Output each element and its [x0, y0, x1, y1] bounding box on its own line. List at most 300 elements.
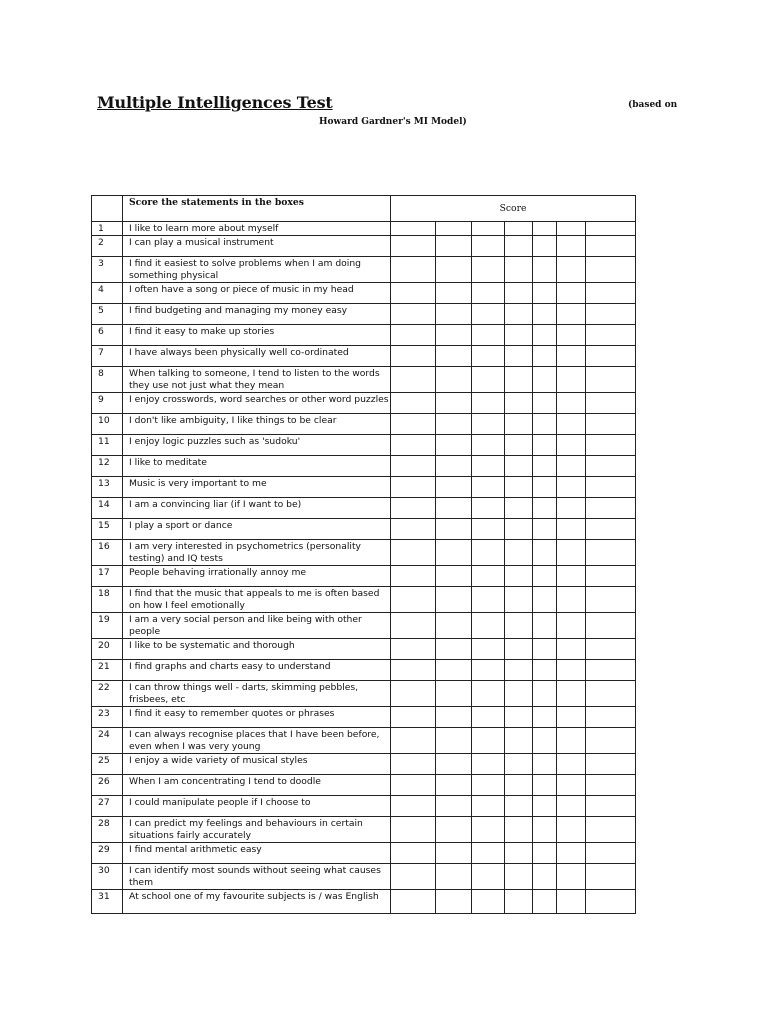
score-box[interactable] — [586, 498, 636, 519]
statement-text: I can identify most sounds without seeing what causes them — [123, 864, 391, 890]
score-box[interactable] — [586, 325, 636, 346]
statement-text: I enjoy logic puzzles such as 'sudoku' — [123, 435, 391, 456]
statement-row — [92, 587, 636, 613]
header-number-cell — [92, 196, 123, 222]
score-box[interactable] — [586, 257, 636, 283]
score-box[interactable] — [472, 414, 505, 435]
statement-text: I can throw things well - darts, skimming pebbles, frisbees, etc — [123, 681, 391, 707]
statement-text: I am a convincing liar (if I want to be) — [123, 498, 391, 519]
score-box[interactable] — [533, 890, 557, 914]
score-box[interactable] — [505, 613, 533, 639]
statement-row — [92, 393, 636, 414]
score-box[interactable] — [505, 236, 533, 257]
score-box[interactable] — [472, 456, 505, 477]
score-box[interactable] — [472, 660, 505, 681]
score-box[interactable] — [557, 283, 586, 304]
score-box[interactable] — [557, 775, 586, 796]
score-box[interactable] — [533, 346, 557, 367]
statement-row — [92, 367, 636, 393]
score-box[interactable] — [557, 414, 586, 435]
score-box[interactable] — [586, 519, 636, 540]
score-box[interactable] — [472, 707, 505, 728]
score-box[interactable] — [391, 660, 436, 681]
score-box[interactable] — [391, 843, 436, 864]
score-box[interactable] — [533, 456, 557, 477]
score-box[interactable] — [391, 236, 436, 257]
score-box[interactable] — [472, 639, 505, 660]
score-box[interactable] — [391, 775, 436, 796]
score-box[interactable] — [472, 257, 505, 283]
score-box[interactable] — [505, 796, 533, 817]
score-box[interactable] — [586, 435, 636, 456]
score-box[interactable] — [472, 477, 505, 498]
score-box[interactable] — [436, 236, 472, 257]
statement-number: 27 — [92, 796, 123, 817]
score-box[interactable] — [557, 817, 586, 843]
score-box[interactable] — [472, 613, 505, 639]
score-box[interactable] — [557, 890, 586, 914]
score-box[interactable] — [472, 566, 505, 587]
score-box[interactable] — [505, 566, 533, 587]
score-box[interactable] — [557, 728, 586, 754]
score-box[interactable] — [436, 639, 472, 660]
score-box[interactable] — [533, 587, 557, 613]
score-box[interactable] — [391, 304, 436, 325]
score-box[interactable] — [533, 566, 557, 587]
statement-text: I don't like ambiguity, I like things to be clear — [123, 414, 391, 435]
score-box[interactable] — [557, 587, 586, 613]
score-box[interactable] — [436, 660, 472, 681]
statement-number: 19 — [92, 613, 123, 639]
statement-row — [92, 566, 636, 587]
statement-row — [92, 236, 636, 257]
score-box[interactable] — [505, 817, 533, 843]
score-box[interactable] — [472, 304, 505, 325]
statement-row — [92, 304, 636, 325]
score-box[interactable] — [557, 639, 586, 660]
score-box[interactable] — [505, 325, 533, 346]
score-box[interactable] — [391, 498, 436, 519]
score-box[interactable] — [533, 707, 557, 728]
score-box[interactable] — [391, 325, 436, 346]
score-box[interactable] — [505, 304, 533, 325]
score-box[interactable] — [472, 681, 505, 707]
score-box[interactable] — [391, 346, 436, 367]
statement-row — [92, 435, 636, 456]
score-box[interactable] — [533, 393, 557, 414]
statement-text: When I am concentrating I tend to doodle — [123, 775, 391, 796]
score-box[interactable] — [557, 660, 586, 681]
statement-header: Score the statements in the boxes — [123, 196, 391, 222]
table-header-row — [92, 196, 636, 222]
score-box[interactable] — [505, 414, 533, 435]
score-box[interactable] — [533, 325, 557, 346]
score-box[interactable] — [436, 477, 472, 498]
score-box[interactable] — [472, 325, 505, 346]
statement-number: 4 — [92, 283, 123, 304]
score-box[interactable] — [533, 660, 557, 681]
score-box[interactable] — [557, 519, 586, 540]
statement-number: 3 — [92, 257, 123, 283]
statement-number: 21 — [92, 660, 123, 681]
score-box[interactable] — [436, 367, 472, 393]
statement-text: I enjoy crosswords, word searches or other word puzzles — [123, 393, 391, 414]
score-box[interactable] — [436, 456, 472, 477]
score-box[interactable] — [436, 775, 472, 796]
statement-row — [92, 890, 636, 914]
statement-number: 25 — [92, 754, 123, 775]
score-box[interactable] — [533, 817, 557, 843]
score-box[interactable] — [557, 222, 586, 236]
statement-number: 20 — [92, 639, 123, 660]
score-box[interactable] — [436, 613, 472, 639]
score-box[interactable] — [472, 519, 505, 540]
statement-number: 7 — [92, 346, 123, 367]
score-box[interactable] — [557, 707, 586, 728]
score-box[interactable] — [557, 325, 586, 346]
score-box[interactable] — [533, 681, 557, 707]
score-box[interactable] — [436, 587, 472, 613]
score-box[interactable] — [391, 414, 436, 435]
score-box[interactable] — [391, 456, 436, 477]
statement-row — [92, 775, 636, 796]
statement-row — [92, 817, 636, 843]
score-box[interactable] — [586, 707, 636, 728]
statement-text: I find mental arithmetic easy — [123, 843, 391, 864]
score-box[interactable] — [436, 817, 472, 843]
score-box[interactable] — [505, 890, 533, 914]
score-box[interactable] — [472, 775, 505, 796]
score-box[interactable] — [533, 796, 557, 817]
score-box[interactable] — [505, 456, 533, 477]
score-box[interactable] — [586, 346, 636, 367]
statement-text: When talking to someone, I tend to listen to the words they use not just what they mean — [123, 367, 391, 393]
statement-row — [92, 325, 636, 346]
statement-text: I like to be systematic and thorough — [123, 639, 391, 660]
score-box[interactable] — [586, 367, 636, 393]
score-box[interactable] — [505, 283, 533, 304]
statement-row — [92, 796, 636, 817]
score-box[interactable] — [586, 864, 636, 890]
score-box[interactable] — [391, 477, 436, 498]
score-box[interactable] — [586, 414, 636, 435]
score-box[interactable] — [586, 587, 636, 613]
score-box[interactable] — [436, 796, 472, 817]
score-box[interactable] — [586, 613, 636, 639]
score-box[interactable] — [436, 222, 472, 236]
score-box[interactable] — [391, 566, 436, 587]
statement-row — [92, 639, 636, 660]
score-box[interactable] — [505, 367, 533, 393]
score-box[interactable] — [533, 236, 557, 257]
statement-number: 8 — [92, 367, 123, 393]
score-box[interactable] — [505, 681, 533, 707]
score-box[interactable] — [436, 728, 472, 754]
score-box[interactable] — [557, 498, 586, 519]
score-box[interactable] — [436, 304, 472, 325]
score-box[interactable] — [586, 477, 636, 498]
score-box[interactable] — [436, 843, 472, 864]
score-box[interactable] — [533, 283, 557, 304]
score-box[interactable] — [391, 639, 436, 660]
score-box[interactable] — [557, 843, 586, 864]
score-box[interactable] — [505, 864, 533, 890]
score-box[interactable] — [505, 754, 533, 775]
score-box[interactable] — [586, 775, 636, 796]
statement-text: I find budgeting and managing my money easy — [123, 304, 391, 325]
score-box[interactable] — [533, 843, 557, 864]
statement-number: 26 — [92, 775, 123, 796]
statement-text: I find it easy to make up stories — [123, 325, 391, 346]
statement-number: 18 — [92, 587, 123, 613]
statement-number: 11 — [92, 435, 123, 456]
score-box[interactable] — [505, 477, 533, 498]
score-box[interactable] — [391, 707, 436, 728]
score-box[interactable] — [586, 566, 636, 587]
score-box[interactable] — [505, 257, 533, 283]
statement-text: I can predict my feelings and behaviours in certain situations fairly accurately — [123, 817, 391, 843]
score-box[interactable] — [391, 681, 436, 707]
score-box[interactable] — [472, 393, 505, 414]
score-box[interactable] — [557, 435, 586, 456]
score-box[interactable] — [586, 540, 636, 566]
score-box[interactable] — [391, 222, 436, 236]
score-box[interactable] — [505, 435, 533, 456]
score-box[interactable] — [436, 393, 472, 414]
score-box[interactable] — [533, 367, 557, 393]
document-title: Multiple Intelligences Test — [97, 93, 333, 112]
statement-text: At school one of my favourite subjects is / was English — [123, 890, 391, 914]
score-box[interactable] — [505, 587, 533, 613]
score-box[interactable] — [586, 639, 636, 660]
score-box[interactable] — [557, 477, 586, 498]
score-box[interactable] — [391, 587, 436, 613]
score-box[interactable] — [505, 775, 533, 796]
score-box[interactable] — [472, 864, 505, 890]
score-box[interactable] — [557, 456, 586, 477]
score-box[interactable] — [557, 346, 586, 367]
statement-text: I am a very social person and like being with other people — [123, 613, 391, 639]
score-box[interactable] — [436, 283, 472, 304]
score-box[interactable] — [533, 540, 557, 566]
score-box[interactable] — [557, 257, 586, 283]
statement-text: I enjoy a wide variety of musical styles — [123, 754, 391, 775]
score-box[interactable] — [586, 222, 636, 236]
statement-number: 30 — [92, 864, 123, 890]
score-box[interactable] — [391, 540, 436, 566]
score-box[interactable] — [472, 540, 505, 566]
statement-row — [92, 613, 636, 639]
score-box[interactable] — [586, 796, 636, 817]
score-box[interactable] — [533, 304, 557, 325]
score-box[interactable] — [436, 498, 472, 519]
statement-number: 16 — [92, 540, 123, 566]
score-box[interactable] — [436, 566, 472, 587]
score-box[interactable] — [391, 519, 436, 540]
score-box[interactable] — [557, 304, 586, 325]
score-box[interactable] — [472, 346, 505, 367]
score-box[interactable] — [436, 754, 472, 775]
statement-number: 13 — [92, 477, 123, 498]
score-box[interactable] — [505, 843, 533, 864]
score-box[interactable] — [533, 414, 557, 435]
score-box[interactable] — [557, 393, 586, 414]
statement-text: I find it easy to remember quotes or phrases — [123, 707, 391, 728]
score-box[interactable] — [533, 613, 557, 639]
statement-text: I have always been physically well co-ordinated — [123, 346, 391, 367]
score-box[interactable] — [472, 843, 505, 864]
score-box[interactable] — [533, 775, 557, 796]
statement-number: 6 — [92, 325, 123, 346]
score-box[interactable] — [391, 864, 436, 890]
score-box[interactable] — [533, 435, 557, 456]
score-box[interactable] — [391, 257, 436, 283]
score-box[interactable] — [533, 222, 557, 236]
source-note: Howard Gardner's MI Model) — [319, 117, 467, 127]
statement-number: 12 — [92, 456, 123, 477]
score-box[interactable] — [586, 843, 636, 864]
statement-text: I often have a song or piece of music in my head — [123, 283, 391, 304]
statement-row — [92, 660, 636, 681]
score-box[interactable] — [557, 236, 586, 257]
score-box[interactable] — [436, 346, 472, 367]
statement-text: I like to learn more about myself — [123, 222, 391, 236]
score-box[interactable] — [436, 540, 472, 566]
score-box[interactable] — [533, 754, 557, 775]
statement-row — [92, 414, 636, 435]
statement-text: I find graphs and charts easy to understand — [123, 660, 391, 681]
statement-number: 28 — [92, 817, 123, 843]
statement-text: I am very interested in psychometrics (personality testing) and IQ tests — [123, 540, 391, 566]
score-box[interactable] — [436, 681, 472, 707]
score-box[interactable] — [391, 754, 436, 775]
score-box[interactable] — [391, 367, 436, 393]
score-box[interactable] — [557, 796, 586, 817]
score-box[interactable] — [472, 728, 505, 754]
score-box[interactable] — [557, 681, 586, 707]
score-box[interactable] — [557, 613, 586, 639]
score-box[interactable] — [505, 498, 533, 519]
score-box[interactable] — [391, 393, 436, 414]
score-box[interactable] — [586, 236, 636, 257]
score-box[interactable] — [472, 796, 505, 817]
score-box[interactable] — [472, 817, 505, 843]
score-box[interactable] — [586, 728, 636, 754]
statement-number: 5 — [92, 304, 123, 325]
score-box[interactable] — [533, 257, 557, 283]
score-box[interactable] — [391, 283, 436, 304]
statement-row — [92, 498, 636, 519]
score-box[interactable] — [505, 728, 533, 754]
score-box[interactable] — [391, 435, 436, 456]
statement-row — [92, 728, 636, 754]
statement-number: 17 — [92, 566, 123, 587]
statement-number: 2 — [92, 236, 123, 257]
score-box[interactable] — [586, 660, 636, 681]
statement-number: 14 — [92, 498, 123, 519]
score-box[interactable] — [472, 236, 505, 257]
score-box[interactable] — [586, 817, 636, 843]
score-box[interactable] — [472, 890, 505, 914]
score-box[interactable] — [586, 456, 636, 477]
score-box[interactable] — [586, 283, 636, 304]
score-box[interactable] — [586, 890, 636, 914]
statement-row — [92, 540, 636, 566]
score-box[interactable] — [436, 707, 472, 728]
statement-row — [92, 222, 636, 236]
score-box[interactable] — [533, 728, 557, 754]
statement-text: I find that the music that appeals to me is often based on how I feel emotionally — [123, 587, 391, 613]
score-box[interactable] — [557, 540, 586, 566]
score-box[interactable] — [557, 864, 586, 890]
statement-number: 23 — [92, 707, 123, 728]
statement-text: I find it easiest to solve problems when I am doing something physical — [123, 257, 391, 283]
score-box[interactable] — [505, 393, 533, 414]
score-box[interactable] — [557, 754, 586, 775]
score-box[interactable] — [391, 796, 436, 817]
score-box[interactable] — [533, 639, 557, 660]
statement-number: 22 — [92, 681, 123, 707]
score-box[interactable] — [472, 435, 505, 456]
statement-text: Music is very important to me — [123, 477, 391, 498]
score-box[interactable] — [436, 257, 472, 283]
score-box[interactable] — [436, 864, 472, 890]
score-box[interactable] — [391, 613, 436, 639]
score-box[interactable] — [391, 728, 436, 754]
score-box[interactable] — [436, 519, 472, 540]
statement-text: I could manipulate people if I choose to — [123, 796, 391, 817]
score-table — [91, 195, 636, 914]
score-box[interactable] — [436, 890, 472, 914]
score-box[interactable] — [472, 498, 505, 519]
statement-number: 1 — [92, 222, 123, 236]
score-box[interactable] — [472, 283, 505, 304]
score-box[interactable] — [472, 587, 505, 613]
statement-row — [92, 681, 636, 707]
score-box[interactable] — [505, 707, 533, 728]
score-box[interactable] — [557, 566, 586, 587]
score-box[interactable] — [533, 498, 557, 519]
statement-number: 9 — [92, 393, 123, 414]
score-box[interactable] — [391, 817, 436, 843]
score-box[interactable] — [472, 754, 505, 775]
score-box[interactable] — [586, 681, 636, 707]
score-box[interactable] — [505, 639, 533, 660]
score-box[interactable] — [436, 325, 472, 346]
score-box[interactable] — [472, 367, 505, 393]
statement-row — [92, 283, 636, 304]
score-box[interactable] — [586, 304, 636, 325]
score-box[interactable] — [505, 519, 533, 540]
score-box[interactable] — [505, 540, 533, 566]
score-box[interactable] — [557, 367, 586, 393]
score-box[interactable] — [505, 222, 533, 236]
score-box[interactable] — [505, 660, 533, 681]
statement-text: I can always recognise places that I have been before, even when I was very young — [123, 728, 391, 754]
score-box[interactable] — [533, 864, 557, 890]
score-box[interactable] — [586, 754, 636, 775]
score-box[interactable] — [533, 519, 557, 540]
statement-row — [92, 864, 636, 890]
score-box[interactable] — [533, 477, 557, 498]
score-box[interactable] — [391, 890, 436, 914]
score-box[interactable] — [436, 414, 472, 435]
statement-row — [92, 477, 636, 498]
score-box[interactable] — [586, 393, 636, 414]
score-box[interactable] — [505, 346, 533, 367]
score-box[interactable] — [436, 435, 472, 456]
score-box[interactable] — [472, 222, 505, 236]
